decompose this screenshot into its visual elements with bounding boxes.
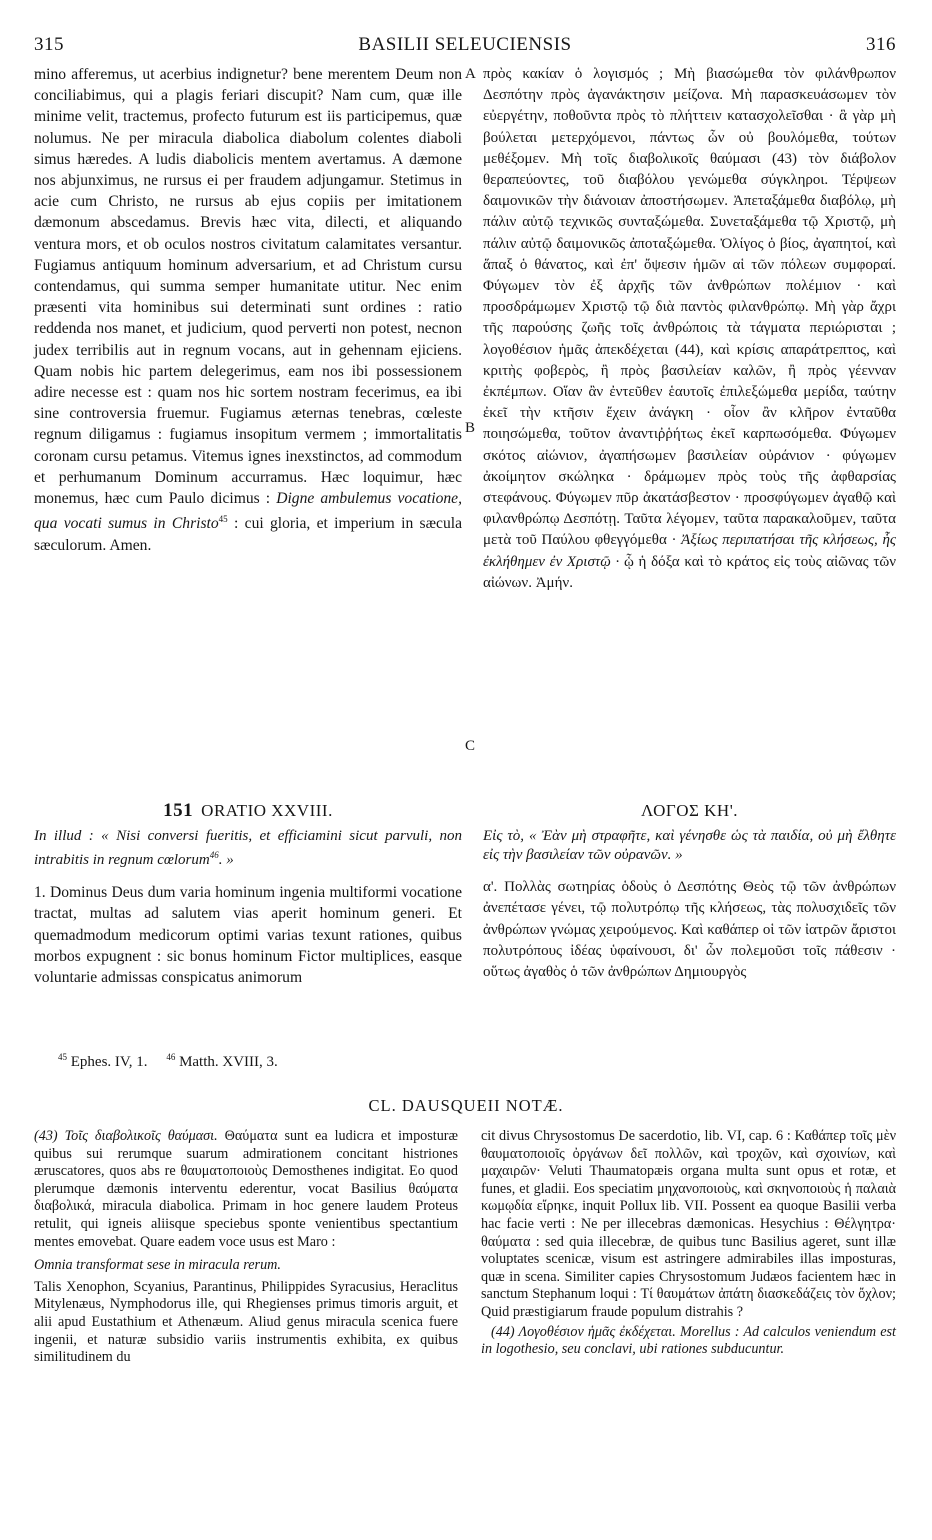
logos-heading: ΛΟΓΟΣ ΚΗ'. [640,801,739,820]
margin-label-c: C [465,738,476,754]
page-number-right: 316 [866,34,896,55]
running-title: BASILII SELEUCIENSIS [358,34,572,55]
note-44-text: Morellus : Ad calculos veniendum est in logothesio, seu conclavi, ubi rationes subducuntur. [481,1323,896,1358]
note-43-lemma: (43) Τοῖς διαβολικοῖς θαύμασι. [34,1128,218,1144]
note-43-continuation: Talis Xenophon, Scyanius, Parantinus, Philippides Syracusius, Heraclitus Mitylenæus, Nymphodorus ille, qui Rhegienses primus timoris arguit, et alii apud Eustathium et Athenæum. Aliud genus miracula scenica fuere ingenii, et naturæ subsidio variis instrumentis exhibita, ex quibus similitudinem du [34,1278,458,1366]
column-number: 151 [163,800,194,821]
logos-first-paragraph: α'. Πολλὰς σωτηρίας ὁδοὺς ὁ Δεσπότης Θεὸς τῷ τῶν ἀνθρώπων ἀνεπέτασε γένει, τῷ πολυτρόπῳ τῆς κλήσεως, τὰς πολυσχιδεῖς τῶν ἀνθρώπων γνώμας χειρούμενος. Καὶ καθάπερ οἱ τῶν ἰατρῶν ἄριστοι πολυτρόπους ἰδέας ὑφαίνουσι, δι' ὧν πολεμοῦσι τοῖς πάθεσιν · οὕτως ἀγαθὸς ὁ τῶν ἀνθρώπων Δημιουργὸς [483,879,896,981]
footnote-mark: 45 [218,514,228,525]
margin-label-a: A [465,66,476,82]
note-44-lemma: (44) Λογοθέσιον ἡμᾶς ἐκδέχεται. [491,1323,676,1340]
greek-body: πρὸς κακίαν ὁ λογισμός ; Μὴ βιασώμεθα τὸν φιλάνθρωπον Δεσπότην πρὸς ἀγανάκτησιν μείζονα. Μὴ παρασκευάσωμεν τὸν εὐεργέτην, ποθοῦντα πρὸς τὸ πλήττειν κατασχολεῖσθαι · ἃ γὰρ μὴ βούλεται μετερχόμενοι, πάντως ὧν οὐ βουλόμεθα, τούτων μεθέξομεν. Μὴ τοῖς διαβολικοῖς θαύμασι (43) τὸν διάβολον θεραπεύοντες, τοῦ διαβόλου γενώμεθα σύγκληροι. Τέρψεων δαιμονικῶν τὴν διάνοιαν ἀποστήσωμεν. Ἀπεταξάμεθα διαβόλῳ, μὴ πάλιν αὐτῷ τεχνικῶς συνταξώμεθα. Συνεταξάμεθα τῷ Χριστῷ, μὴ πάλιν αὐτῷ δαιμονικῶς ἀποταξώμεθα. Ὀλίγος ὁ βίος, ἀγαπητοί, καὶ ἅπαξ ὁ θάνατος, καὶ ἐπ' ὄψεσιν ἡμῶν αἱ τῶν πόλεων συμφοραί. Φύγωμεν τὸν ἐξ ἀρχῆς τῶν ἀνθρώπων πολέμιον · καὶ προσδράμωμεν Χριστῷ τῷ διὰ παντὸς φιλανθρώπῳ. Μὴ γὰρ ἄχρι τῆς παρούσης ζωῆς τοῖς ἀνθρώποις τὰ τάγματα περιώρισται ; λογοθέσιον ἡμᾶς ἀπεκδέχεται (44), καὶ κρίσις απαράτρεπτος, καὶ κριτὴς φοβερὸς, ἢ πρὸς βασιλείαν καλῶν, ἢ πρὸς γέενναν ἐκπέμπων. Οἵαν ἂν ἐντεῦθεν ἑαυτοῖς ἐπιλεξώμεθα μερίδα, ταύτην ἐκεῖ τὴν κτῆσιν ἔχειν ἀνάγκη · οἷον ἂν κλῆρον ἐνταῦθα ποιησώμεθα, τοῦτον ἀναντιῤῥήτως ἐκεῖ καρπωσόμεθα. Φύγωμεν σκότος αἰώνιον, ἀγαπήσωμεν βασιλείαν οὐράνιον · φύγωμεν ἀκοίμητον σκώληκα · δράμωμεν πρὸς τοὺς τῆς ἀφθαρσίας στεφάνους. Φύγωμεν πῦρ ἀκατάσβεστον · προσφύγωμεν ἀγαθῷ καὶ φιλανθρώπῳ Δεσπότῃ. Ταῦτα λέγομεν, ταῦτα παρακαλοῦμεν, ταῦτα μετὰ τοῦ Παύλου φθεγγόμεθα · [483,66,896,549]
footnote-45-mark: 45 [58,1052,67,1062]
notes-title: CL. DAUSQUEII NOTÆ. [368,1096,564,1115]
logos-subtitle: Εἰς τὸ, « Ἐὰν μὴ στραφῆτε, καὶ γένησθε ὡς τὰ παιδία, οὐ μὴ ἔλθητε εἰς τὴν βασιλείαν τῶν οὐρανῶν. » [483,828,896,864]
notes-right-column [481,1128,896,1359]
oratio-heading [34,800,462,821]
greek-scripture-quote: Ἀξίως περιπατήσαι τῆς κλήσεως, ἧς ἐκλήθημεν ἐν Χριστῷ · [483,532,896,570]
scripture-footnotes [58,1052,278,1071]
notes-left-column [34,1128,458,1367]
oratio-subtitle-text: In illud : « Nisi conversi fueritis, et efficiamini sicut parvuli, non intrabitis in regnum cœlorum [34,828,462,869]
latin-column-top [34,64,462,556]
note-43-right: cit divus Chrysostomus De sacerdotio, lib. VI, cap. 6 : Καθάπερ τοῖς μὲν θαυματοποιοῖς ὀργάνων δεῖ πολλῶν, καὶ τροχῶν, καὶ σχοινίων, καὶ μαχαιρῶν· Veluti Thaumatopæis organa multa sunt opus et rotæ, et funes, et gladii. Eos speciatim μηχανοποιοὺς, καὶ σκηνοποιοὺς ἡ παλαιὰ κωμῳδία εἴρηκε, inquit Pollux lib. VII. Possent ea quoque Basilii verba hac facie verti : Ne per illecebras dæmonicas. Hesychius : Θέλγητρα· θαύματα : sed quia illecebræ, de quibus tunc Basilius ageret, sunt illæ voluptates scenicæ, visum est astringere admirabiles illas imposturas, quæ in scena. Similiter capies Chrysostomum Judæos facientem hæc in sanctum Stephanum loqui : Τί θαυμάτων ἀπάτη διασκεδάζεις τὸν ὄχλον; Quid præstigiarum fraude populum distrahis ? [481,1128,896,1320]
page-number-left: 315 [34,34,64,55]
greek-text-block [483,64,896,594]
oratio-section-latin [34,800,462,988]
logos-section-greek [483,800,896,983]
footnote-46-text: Matth. XVIII, 3. [179,1054,278,1070]
note-44 [481,1324,896,1359]
oratio-title: ORATIO XXVIII. [201,801,333,820]
latin-scripture-quote: Digne ambulemus vocatione, qua vocati sumus in Christo [34,490,462,533]
greek-doxology: ᾧ ἡ δόξα καὶ τὸ κράτος εἰς τοὺς αἰῶνας τῶν αἰώνων. Ἀμήν. [483,553,896,591]
greek-column-top [483,64,896,594]
footnote-46-mark: 46 [166,1052,176,1062]
note-43-text: Θαύματα sunt ea ludicra et imposturæ quibus sui rerumque suarum admirationem concitant histriones æruscatores, quos abs re θαυματοποιοὺς Demosthenes indigitat. Eo quod plerumque dæmonis interventu ederentur, vocat Basilius θαύματα διαβολικά, miracula diabolica. Primam in hoc genere laudem Proteus retulit, qui igneis aliisque speciebus sponte venientibus spectantium mentes emovebat. Quare eadem voce usus est Maro : [34,1128,458,1250]
oratio-first-paragraph: 1. Dominus Deus dum varia hominum ingenia multiformi vocatione tractat, multas ad salutem vias aperit hominum generi. Et quemadmodum medicorum optimi varias texunt rationes, quibus morbos expugnent : sic bonus hominum Fictor multiplices, easque voluntarie admissas conspicatus animorum [34,884,462,987]
margin-label-b: B [465,420,476,436]
running-head [34,34,896,56]
oratio-subtitle [34,827,462,870]
note-43 [34,1128,458,1251]
latin-doxology: : cui gloria, et imperium in sæcula sæculorum. Amen. [34,515,462,554]
oratio-subtitle-end: . » [218,852,234,869]
latin-text-block [34,64,462,556]
note-43-verse: Omnia transformat sese in miracula rerum. [34,1257,281,1274]
footnote-mark: 46 [209,850,219,861]
footnote-45-text: Ephes. IV, 1. [70,1054,148,1070]
latin-body: mino afferemus, ut acerbius indignetur? bene merentem Deum non conciliabimus, qui a plagis feriari discupit? Nam cum, quæ ille minime velit, tractemus, profecto futurum est iis participemus, quæ nolumus. Ne per miracula diabolica diabolum colentes diaboli simus hæredes. A ludis diabolicis mentem avertamus. A dæmone nos abjunximus, ne rursus ei per fraudem adjungamur. Stetimus in acie cum Christo, ne rursus ab ejus copiis per imitationem dæmonum abscedamus. Brevis hæc vita, dilecti, et aliquando ventura mors, et ob oculos nostros civitatum calamitates versantur. Fugiamus antiquum hominum adversarium, et ad Christum cursu contendamus, qui summa semper humanitate utitur. Nec enim præsenti vita hominibus sui determinati sunt ordines : ratio reddenda nos manet, et judicium, quod perverti non potest, necnon judex terribilis aut in regnum vocans, aut in gehennam ejiciens. Quam nobis hic partem delegerimus, eam nos ibi possessionem adire necesse est : quam nos hic sortem nostram fecerimus, ea ibi sine controversia fruemur. Fugiamus æternas tenebras, cœleste regnum diligamus : fugiamus insopitum vermem ; immortalitatis coronam cursu petamus. Vitemus ignes inexstinctos, ad commodum et perhumanum Dominum accurramus. Hæc loquimur, hæc monemus, hæc cum Paulo dicimus : [34,66,462,508]
